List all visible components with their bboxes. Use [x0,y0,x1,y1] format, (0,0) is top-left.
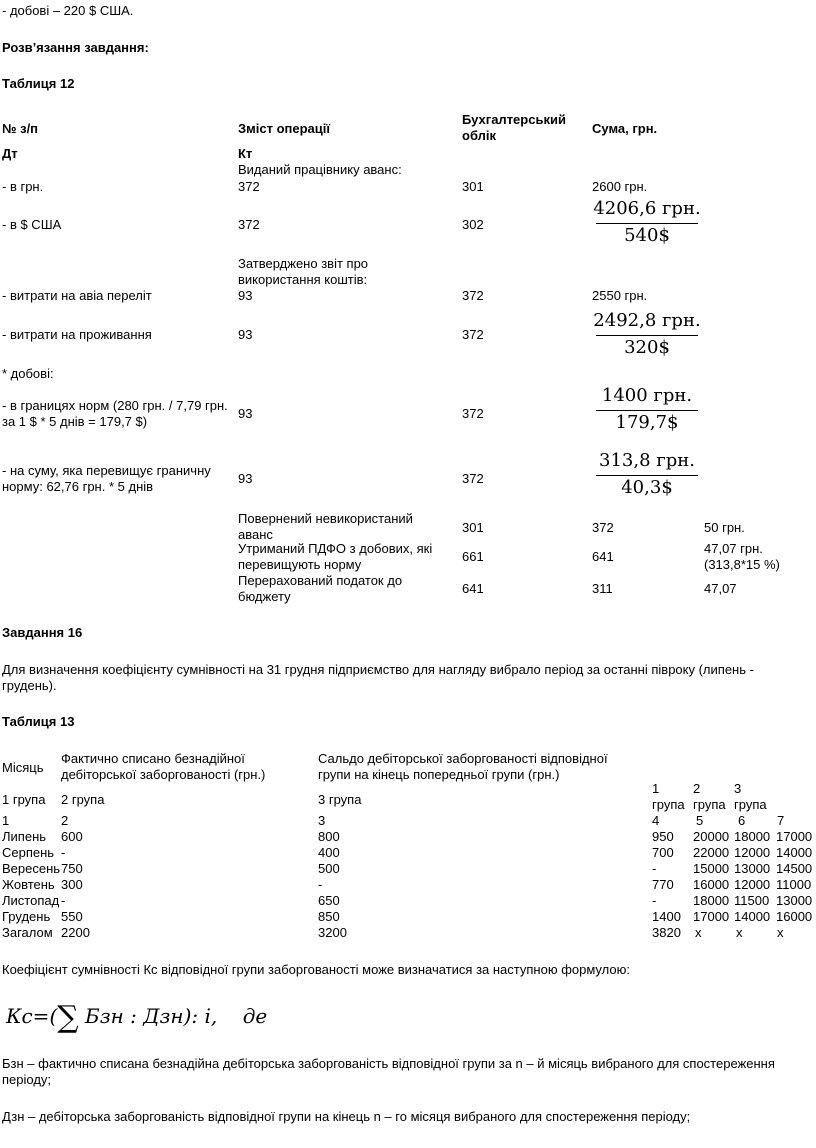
t13-month: Липень [2,829,47,844]
t13-group-label: 2 група [693,781,726,812]
t13-cell: 20000 [693,829,730,844]
t13-cell: 770 [652,877,674,892]
t13-cell: 15000 [693,861,730,876]
t13-cell: 1400 [652,909,681,924]
t13-cell: 800 [318,829,340,844]
t13-cell: 600 [61,829,83,844]
t12-row-label: - витрати на проживання [2,327,152,342]
t12-shifted-kt: 641 [592,549,614,564]
t13-month: Листопад [2,893,60,908]
t13-col-number: 6 [738,813,746,828]
t13-cell: x [695,925,702,940]
t13-cell: 13000 [734,861,771,876]
t12-shifted-content: Утриманий ПДФО з добових, які перевищують норму [238,541,433,572]
t13-cell: 14000 [776,845,813,860]
t12-row-sum: 2600 грн. [592,179,648,194]
t12-row-kt: 372 [462,327,484,342]
t12-row-dt: 93 [238,288,253,303]
t13-col-number: 7 [777,813,785,828]
formula-lhs: Кс=( [6,1004,58,1028]
t13-cell: 300 [61,877,83,892]
task16-text: Для визначення коефіцієнту сумнівності на 31 грудня підприємство для нагляду вибрало період за останні півроку (липень - грудень). [2,662,754,693]
t12-header-content: Зміст операції [238,121,331,136]
t12-row-dt: 372 [238,217,260,232]
t13-cell: x [777,925,784,940]
t12-row-label: - в грн. [2,179,44,194]
t12-shifted-sum: 47,07 [704,581,737,596]
t13-cell: 22000 [693,845,730,860]
t13-cell: 550 [61,909,83,924]
t13-cell: 12000 [734,877,771,892]
t13-cell: 500 [318,861,340,876]
t12-shifted-dt: 641 [462,581,484,596]
t12-row-sum: 2550 грн. [592,288,648,303]
t13-col-number: 2 [61,813,69,828]
t13-cell: 16000 [693,877,730,892]
t12-shifted-dt: 301 [462,520,484,535]
t13-col-number: 3 [318,813,326,828]
t13-cell: 11000 [776,877,812,892]
t13-col-number: 5 [696,813,704,828]
t12-daily-label: * добові: [2,366,54,381]
t12-shifted-sum: 50 грн. [704,520,745,535]
t12-fraction [592,450,702,500]
fraction-bar [596,410,698,411]
t13-month: Грудень [2,909,51,924]
t13-cell: 3820 [652,925,681,940]
t13-group-label: 1 група [652,781,685,812]
formula-de: де [242,1004,268,1028]
t13-month: Вересень [2,861,61,876]
formula-body: Бзн : Дзн [85,1004,184,1028]
fraction-numerator: 4206,6 грн. [593,198,701,219]
fraction-bar [596,475,698,476]
t12-row-dt: 372 [238,179,260,194]
t13-cell: 400 [318,845,340,860]
fraction-numerator: 313,8 грн. [599,450,695,471]
t13-cell: - [61,893,66,908]
t13-header-balance: Сальдо дебіторської заборгованості відповідної групи на кінець попередньої групи (грн.) [318,751,608,782]
t12-row-dt: 93 [238,406,253,421]
fraction-numerator: 2492,8 грн. [593,310,701,331]
sigma-icon: ∑ [57,1000,79,1035]
fraction-bar [596,335,698,336]
t12-row-kt: 372 [462,471,484,486]
t13-cell: 18000 [734,829,771,844]
definition-dzn: Дзн – дебіторська заборгованість відповідної групи на кінець n – го місяця вибраного для спостереження періоду; [2,1109,691,1124]
t12-header-kt: Кт [238,146,253,161]
t12-row-dt: 93 [238,327,253,342]
formula-rhs: ): i, [183,1004,218,1028]
t13-cell: 950 [652,829,674,844]
t13-cell: 13000 [776,893,813,908]
t12-header-sum: Сума, грн. [592,121,658,136]
t13-col-number: 1 [2,813,10,828]
t13-cell: 750 [61,861,83,876]
t13-cell: - [61,845,66,860]
fraction-denominator: 320$ [624,337,670,358]
t12-shifted-kt: 311 [592,581,613,596]
t13-group-label: 2 група [61,792,105,807]
t13-cell: 16000 [776,909,813,924]
t12-op1-title: Виданий працівнику аванс: [238,162,402,177]
t13-header-written: Фактично списано безнадійної дебіторської заборгованості (грн.) [61,751,266,782]
table12-title: Таблиця 12 [2,76,75,91]
t12-row-kt: 301 [462,179,484,194]
t12-row-dt: 93 [238,471,253,486]
t12-shifted-kt: 372 [592,520,614,535]
t13-cell: 11500 [734,893,770,908]
t13-group-label: 1 група [2,792,46,807]
t13-cell: 18000 [693,893,730,908]
t13-month: Жовтень [2,877,55,892]
t13-cell: 850 [318,909,340,924]
t12-row-kt: 302 [462,217,484,232]
t13-month: Загалом [2,925,53,940]
t12-shifted-sum: 47,07 грн.(313,8*15 %) [704,541,780,572]
table13-title: Таблиця 13 [2,714,75,729]
t13-cell: 17000 [776,829,813,844]
t13-cell: - [652,861,657,876]
formula-intro: Коефіцієнт сумнівності Кс відповідної групи заборгованості може визначатися за наступною формулою: [2,962,630,977]
t13-month: Серпень [2,845,55,860]
task16-heading: Завдання 16 [2,625,83,640]
t12-shifted-content: Повернений невикористаний аванс [238,511,413,542]
t13-cell: 650 [318,893,340,908]
formula [6,1000,267,1035]
t13-group-label: 3 група [734,781,767,812]
intro-line: - добові – 220 $ США. [2,3,134,18]
t12-op2-title: Затверджено звіт про використання коштів: [238,256,369,287]
t12-fraction [592,385,702,435]
t12-row-label: - на суму, яка перевищує граничну норму: 62,76 грн. * 5 днів [2,463,211,494]
t12-header-dt: Дт [2,146,18,161]
t12-row-label: - витрати на авіа переліт [2,288,152,303]
t13-cell: - [652,893,657,908]
t12-fraction [592,310,702,360]
t13-header-month: Місяць [2,760,44,775]
t13-group-label: 3 група [318,792,362,807]
t13-cell: 14500 [776,861,813,876]
t12-row-kt: 372 [462,288,484,303]
t13-cell: 700 [652,845,674,860]
t13-cell: 3200 [318,925,347,940]
t13-cell: x [736,925,743,940]
t13-cell: 2200 [61,925,90,940]
fraction-denominator: 540$ [624,225,670,246]
solution-heading: Розв’язання завдання: [2,40,149,55]
t12-row-label: - в $ США [2,217,62,232]
t13-col-number: 4 [652,813,660,828]
t12-row-kt: 372 [462,406,484,421]
t13-cell: 17000 [693,909,730,924]
definition-bzn: Бзн – фактично списана безнадійна дебіторська заборгованість відповідної групи за n – й місяць вибраного для спостереження періоду; [2,1056,775,1087]
t13-cell: 14000 [734,909,771,924]
t12-header-num: № з/п [2,121,39,136]
t12-row-label: - в границях норм (280 грн. / 7,79 грн. за 1 $ * 5 днів = 179,7 $) [2,398,228,429]
t12-shifted-dt: 661 [462,549,484,564]
t13-cell: - [318,877,323,892]
fraction-numerator: 1400 грн. [601,385,693,406]
t12-shifted-content: Перерахований податок до бюджету [238,573,403,604]
t13-cell: 12000 [734,845,771,860]
t12-header-accounting: Бухгалтерський облік [462,112,566,143]
fraction-bar [596,223,698,224]
fraction-denominator: 179,7$ [615,412,679,433]
fraction-denominator: 40,3$ [621,477,673,498]
t12-fraction [592,198,702,248]
